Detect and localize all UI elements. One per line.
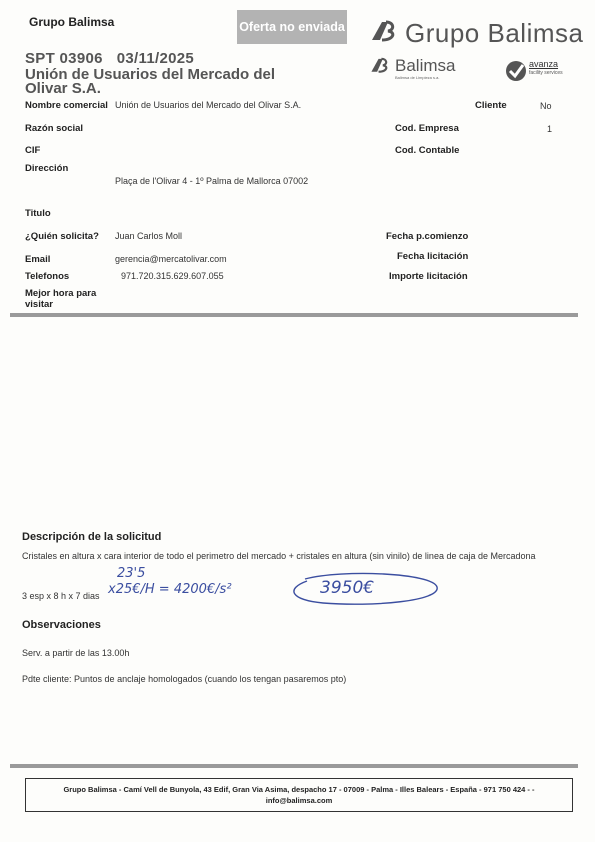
handwritten-rate: 23'5 xyxy=(117,566,146,581)
separator-band xyxy=(10,313,578,317)
observaciones-title: Observaciones xyxy=(22,619,101,631)
logo-small-subtitle: Balimsa de Limpieza s.a. xyxy=(395,75,440,80)
nombre-comercial-label: Nombre comercial xyxy=(25,100,108,111)
descripcion-title: Descripción de la solicitud xyxy=(22,531,162,543)
logo-small-text: Balimsa xyxy=(395,56,456,75)
cod-empresa-label: Cod. Empresa xyxy=(395,123,459,134)
cliente-value: No xyxy=(540,101,552,111)
avanza-text: avanza xyxy=(529,59,559,69)
fecha-comienzo-label: Fecha p.comienzo xyxy=(386,231,469,242)
balimsa-small-logo-icon xyxy=(368,56,392,81)
footer-text: Grupo Balimsa - Camí Vell de Bunyola, 43 Edif, Gran Via Asima, despacho 17 - 07009 - Palma - Illes Balears - España - 971 750 424 - - info@balimsa.com xyxy=(63,785,535,805)
reference-number: SPT 03906 xyxy=(25,50,103,67)
nombre-comercial-value: Unión de Usuarios del Mercado del Olivar S.A. xyxy=(115,100,302,110)
observaciones-line-1: Serv. a partir de las 13.00h xyxy=(22,648,130,658)
email-value: gerencia@mercatolivar.com xyxy=(115,254,227,264)
reference-line xyxy=(25,50,208,67)
direccion-value: Plaça de l'Olivar 4 - 1º Palma de Mallorca 07002 xyxy=(115,176,309,186)
quien-solicita-label: ¿Quién solicita? xyxy=(25,231,99,242)
fecha-licitacion-label: Fecha licitación xyxy=(397,251,469,262)
balimsa-logo-icon xyxy=(368,18,400,51)
observaciones-line-2: Pdte cliente: Puntos de anclaje homologados (cuando los tengan pasaremos pto) xyxy=(22,674,347,684)
cod-empresa-value: 1 xyxy=(547,124,553,134)
mejor-hora-label: Mejor hora para visitar xyxy=(25,288,97,310)
importe-licitacion-label: Importe licitación xyxy=(389,271,468,282)
telefonos-value: 971.720.315.629.607.055 xyxy=(121,271,224,281)
titulo-label: Titulo xyxy=(25,208,51,219)
handwritten-calc: x25€/H = 4200€/s² xyxy=(108,582,232,597)
footer-band xyxy=(10,764,578,768)
status-badge: Oferta no enviada xyxy=(237,10,347,44)
email-label: Email xyxy=(25,254,51,265)
reference-date: 03/11/2025 xyxy=(116,50,195,67)
logo-text: Grupo Balimsa xyxy=(405,18,584,48)
cliente-label: Cliente xyxy=(475,100,507,111)
razon-social-label: Razón social xyxy=(25,123,84,134)
descripcion-text: Cristales en altura x cara interior de todo el perimetro del mercado + cristales en altura (sin vinilo) de linea de caja de Mercadona xyxy=(22,551,536,561)
direccion-label: Dirección xyxy=(25,163,69,174)
cod-contable-label: Cod. Contable xyxy=(395,145,460,156)
client-title: Unión de Usuarios del Mercado del Olivar S.A. xyxy=(25,66,276,97)
company-name: Grupo Balimsa xyxy=(29,15,115,29)
handwritten-total: 3950€ xyxy=(320,578,375,598)
quien-solicita-value: Juan Carlos Moll xyxy=(115,231,183,241)
cif-label: CIF xyxy=(25,145,41,156)
descripcion-calc: 3 esp x 8 h x 7 dias xyxy=(22,591,100,601)
footer xyxy=(25,778,573,812)
avanza-subtitle: facility services xyxy=(529,70,563,76)
avanza-check-icon xyxy=(505,60,527,87)
telefonos-label: Telefonos xyxy=(25,271,70,282)
